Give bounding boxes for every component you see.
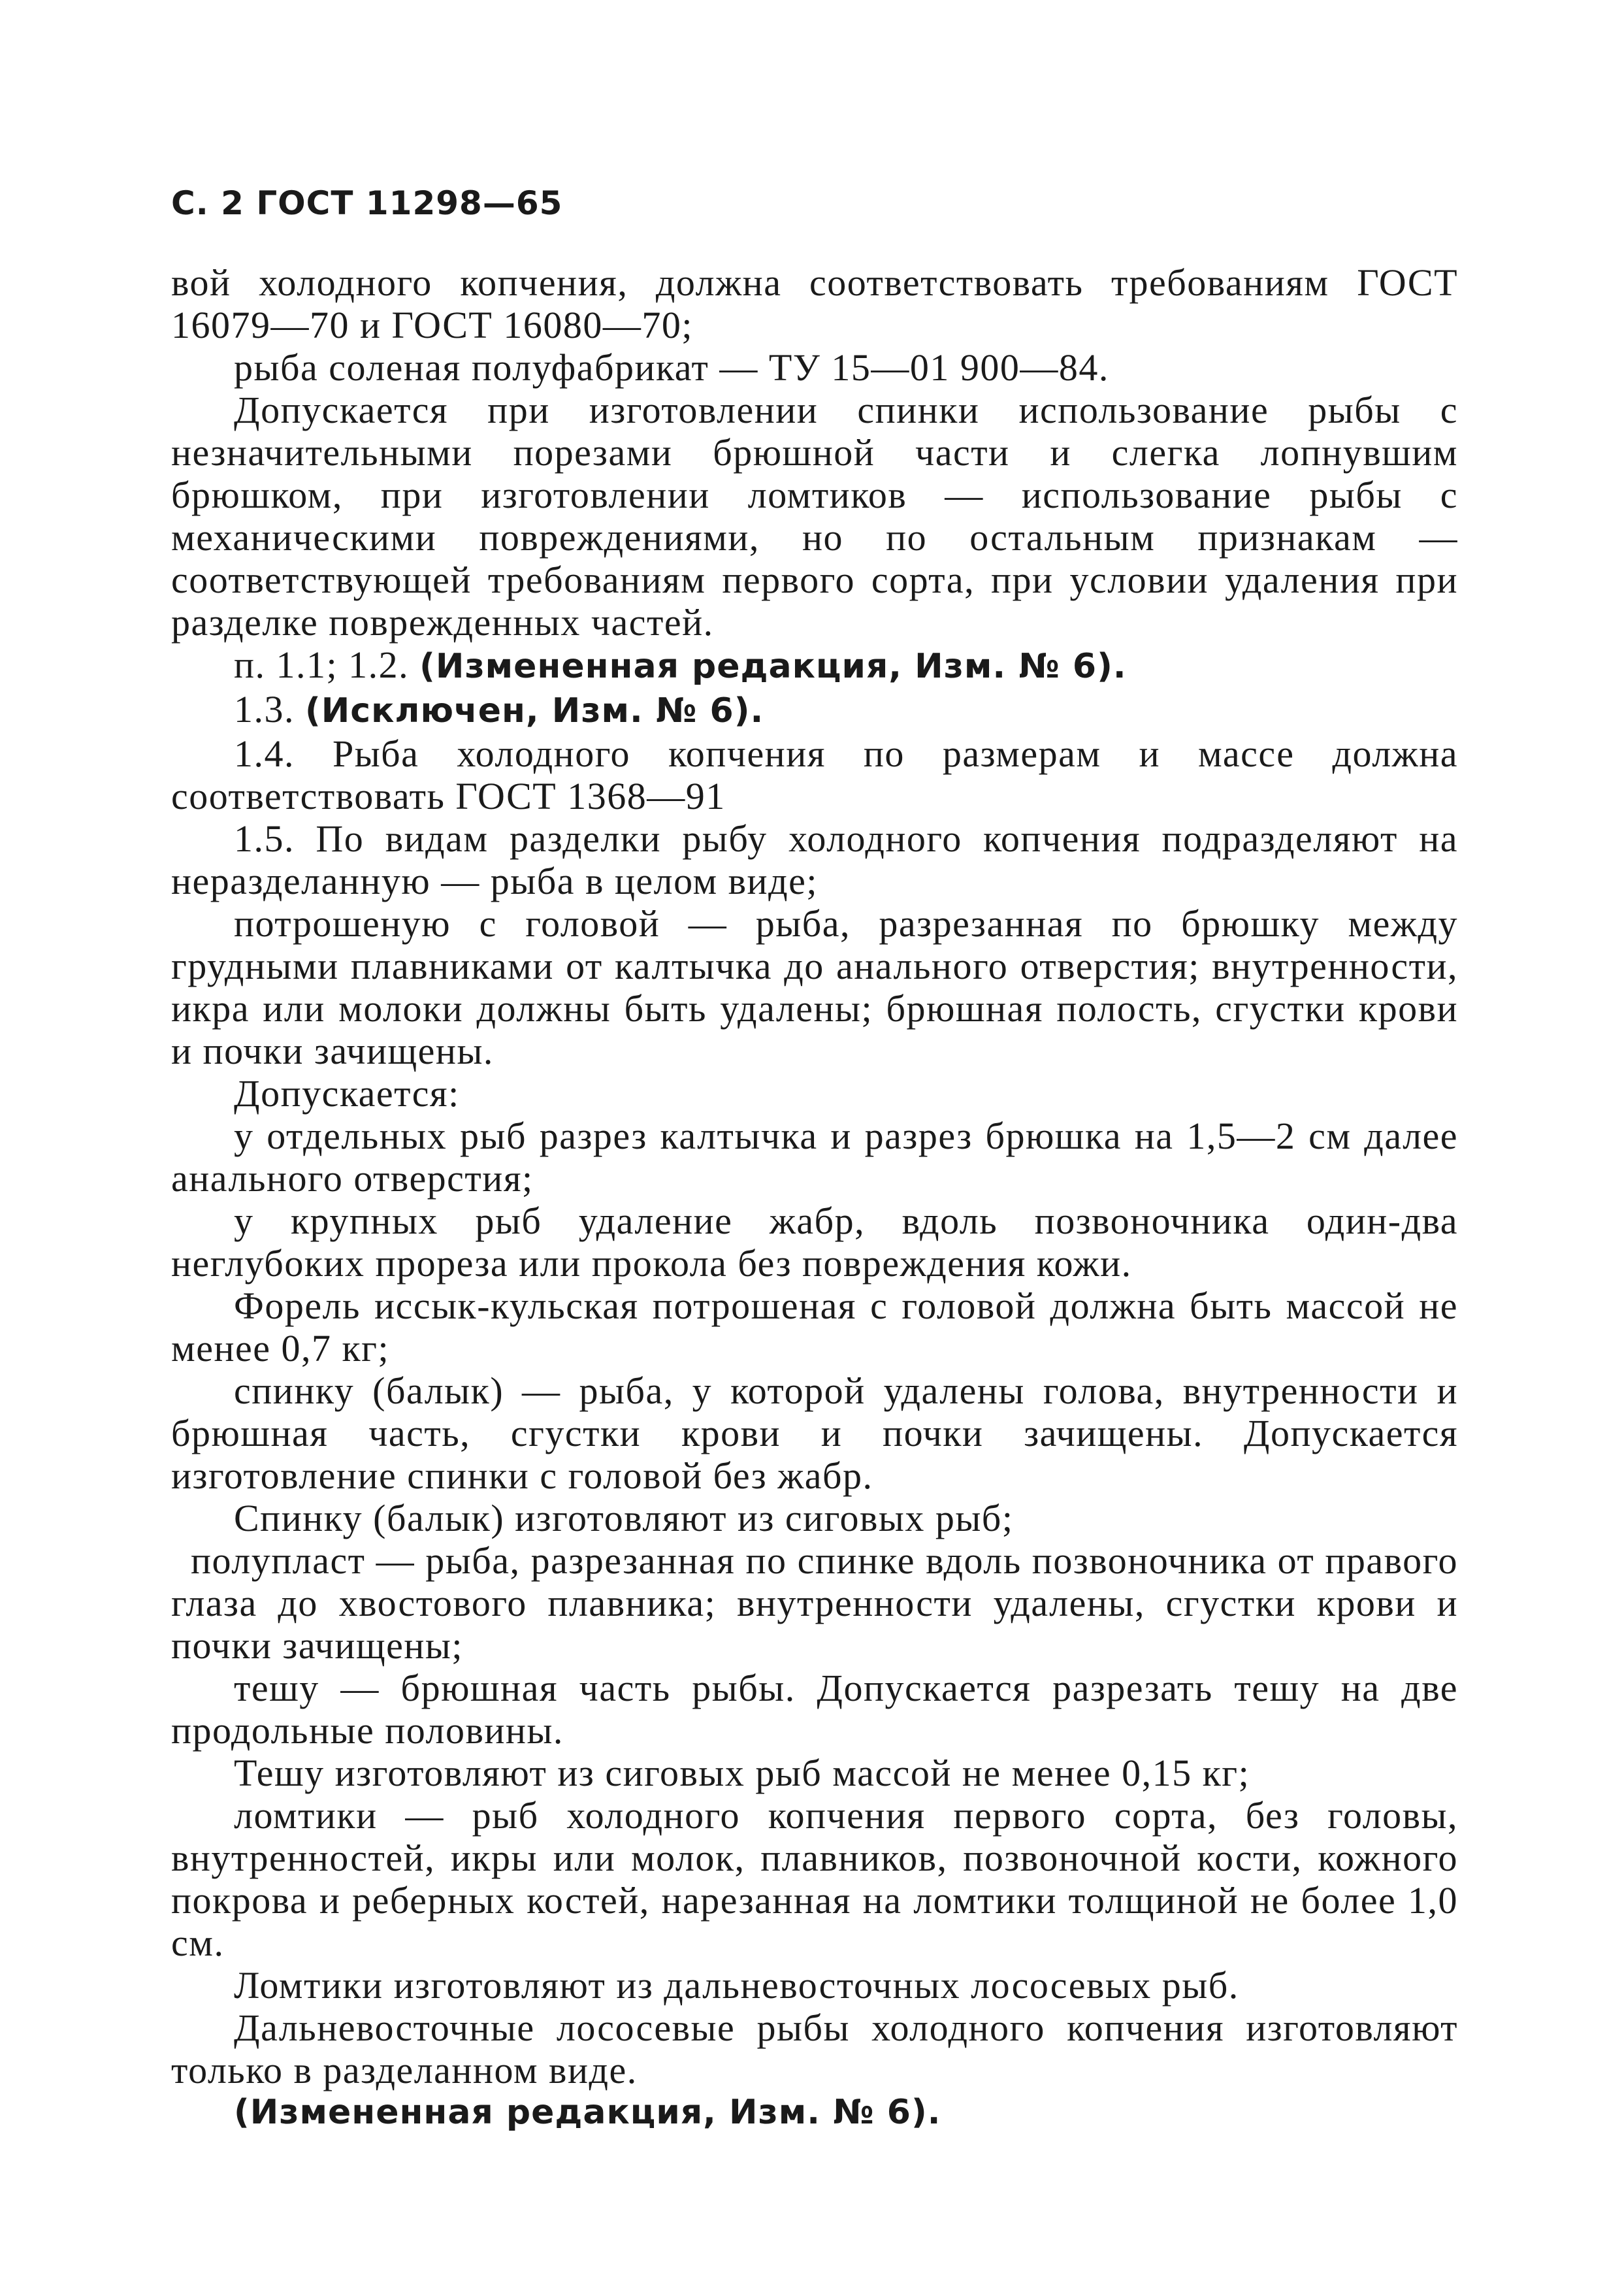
paragraph-allowance: Допускается при изготовлении спинки использование рыбы с незначительными порезами брюшной части и слегка лопнувшим брюшком, при изготовлении ломтиков — использование рыбы с механическими повреждениями, но по остальным признакам — соответствующей требованиям первого сорта, при условии удаления при разделке поврежденных частей. [171, 389, 1458, 644]
clause-1-3 [171, 688, 1458, 732]
clause-1-3-number: 1.3. [234, 688, 295, 730]
amendment-ref: п. 1.1; 1.2. [234, 644, 410, 686]
page-header [171, 184, 562, 222]
clause-1-5: 1.5. По видам разделки рыбу холодного копчения подразделяют на неразделанную — рыба в целом виде; [171, 817, 1458, 902]
paragraph-gutted: потрошеную с головой — рыба, разрезанная по брюшку между грудными плавниками от калтычка до анального отверстия; внутренности, икра или молоки должны быть удалены; брюшная полость, сгустки крови и почки зачищены. [171, 902, 1458, 1072]
paragraph-trout: Форель иссык-кульская потрошеная с головой должна быть массой не менее 0,7 кг; [171, 1285, 1458, 1369]
paragraph-allowed-2: у крупных рыб удаление жабр, вдоль позвоночника один-два неглубоких прореза или прокола без повреждения кожи. [171, 1200, 1458, 1285]
paragraph-back-source: Спинку (балык) изготовляют из сиговых рыб; [234, 1497, 1014, 1539]
paragraph-slices-source: Ломтики изготовляют из дальневосточных лососевых рыб. [234, 1964, 1239, 2007]
paragraph-continuation: вой холодного копчения, должна соответствовать требованиям ГОСТ 16079—70 и ГОСТ 16080—70; [171, 261, 1458, 346]
paragraph-far-east: Дальневосточные лососевые рыбы холодного копчения изготовляют только в разделанном виде. [171, 2007, 1458, 2091]
paragraph-back: спинку (балык) — рыба, у которой удалены голова, внутренности и брюшная часть, сгустки крови и почки зачищены. Допускается изготовление спинки с головой без жабр. [171, 1369, 1458, 1497]
paragraph-slices: ломтики — рыб холодного копчения первого сорта, без головы, внутренностей, икры или молок, плавников, позвоночной кости, кожного покрова и реберных костей, нарезанная на ломтики толщиной не более 1,0 см. [171, 1794, 1458, 1964]
clause-1-4: 1.4. Рыба холодного копчения по размерам и массе должна соответствовать ГОСТ 1368—91 [171, 732, 1458, 817]
paragraph-belly-source: Тешу изготовляют из сиговых рыб массой не менее 0,15 кг; [234, 1752, 1250, 1794]
paragraph-half-layer: полупласт — рыба, разрезанная по спинке вдоль позвоночника от правого глаза до хвостового плавника; внутренности удалены, сгустки крови и почки зачищены; [171, 1539, 1458, 1667]
paragraph-semi-finished: рыба соленая полуфабрикат — ТУ 15—01 900—84. [234, 346, 1109, 389]
clause-1-3-note: (Исключен, Изм. № 6). [305, 691, 764, 730]
paragraph-allowed-1: у отдельных рыб разрез калтычка и разрез брюшка на 1,5—2 см далее анального отверстия; [171, 1115, 1458, 1200]
paragraph-belly: тешу — брюшная часть рыбы. Допускается разрезать тешу на две продольные половины. [171, 1667, 1458, 1752]
paragraph-allowed-heading: Допускается: [234, 1072, 460, 1115]
page-number: С. 2 [171, 184, 244, 222]
standard-designation: ГОСТ 11298—65 [256, 184, 563, 222]
document-body [171, 261, 1458, 2134]
final-amendment-note: (Измененная редакция, Изм. № 6). [234, 2093, 941, 2132]
amendment-note: (Измененная редакция, Изм. № 6). [419, 647, 1127, 686]
amendment-line-1 [171, 644, 1458, 688]
